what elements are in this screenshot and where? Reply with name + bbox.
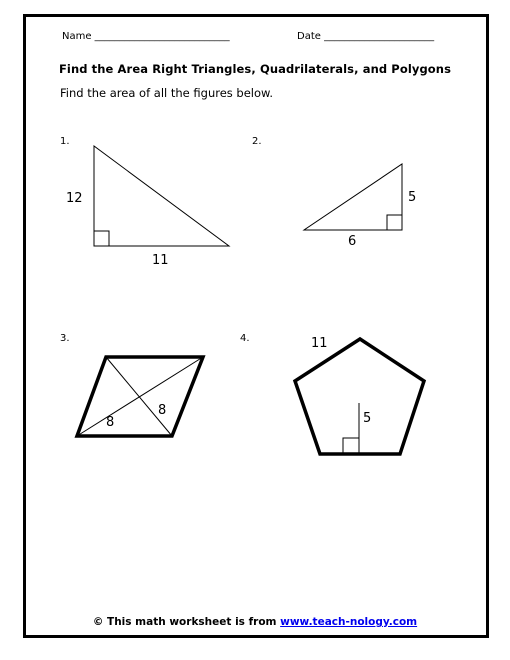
problem-4-apothem-label: 5 <box>363 411 372 426</box>
problem-2-height-label: 5 <box>408 190 417 205</box>
right-angle-marker <box>94 231 109 246</box>
instructions: Find the area of all the figures below. <box>60 86 274 100</box>
problem-2-right-triangle <box>304 164 402 230</box>
footer <box>0 616 510 628</box>
problem-3-number: 3. <box>60 333 70 344</box>
name-field: Name ___________________________ <box>62 31 230 42</box>
footer-link[interactable]: www.teach-nology.com <box>280 616 418 628</box>
problem-2-base-label: 6 <box>348 234 357 249</box>
problem-1-base-label: 11 <box>152 253 169 268</box>
problem-4-number: 4. <box>240 333 250 344</box>
diagonal <box>106 357 172 436</box>
problem-3-diagonal-label: 8 <box>106 415 115 430</box>
problem-3-diagonal-label-2: 8 <box>158 403 167 418</box>
diagonal <box>77 357 203 436</box>
problem-4-side-label: 11 <box>311 336 328 351</box>
problem-1-right-triangle <box>94 146 229 246</box>
right-angle-marker <box>343 438 359 454</box>
date-field: Date ______________________ <box>297 31 435 42</box>
problem-4-pentagon <box>295 339 424 454</box>
problem-1-number: 1. <box>60 136 70 147</box>
problem-1-height-label: 12 <box>66 191 83 206</box>
footer-text: © This math worksheet is from <box>92 616 281 628</box>
problem-3-parallelogram <box>77 357 203 436</box>
worksheet-title: Find the Area Right Triangles, Quadrilaterals, and Polygons <box>58 62 452 76</box>
right-angle-marker <box>387 215 402 230</box>
problem-2-number: 2. <box>252 136 262 147</box>
